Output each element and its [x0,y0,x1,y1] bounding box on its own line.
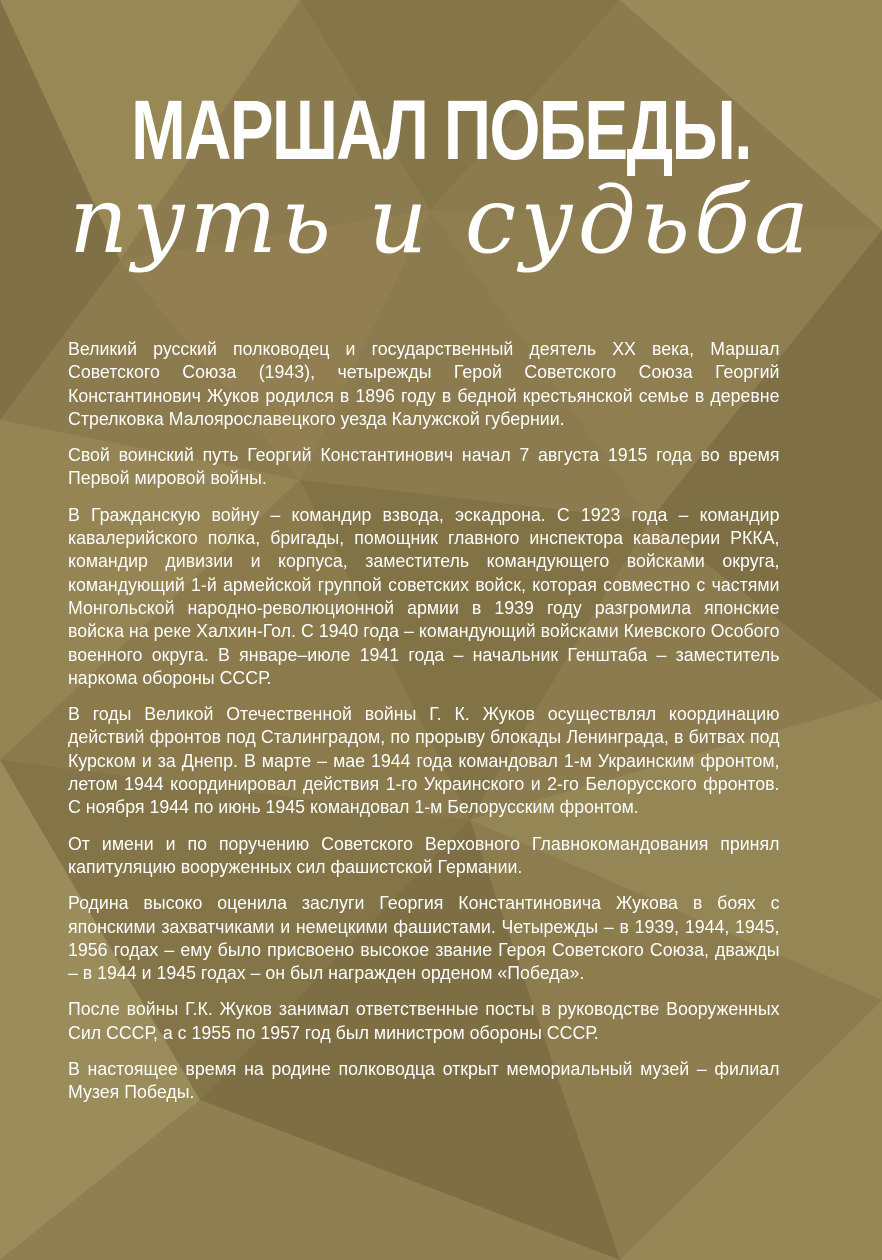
body-text [68,337,779,1117]
paragraph-post-war: После войны Г.К. Жуков занимал ответственные посты в руководстве Вооруженных Сил СССР, а с 1955 по 1957 год был министром обороны СССР. [68,998,780,1043]
paragraph-museum: В настоящее время на родине полководца открыт мемориальный музей – филиал Музея Победы. [68,1058,780,1103]
page-title: МАРШАЛ ПОБЕДЫ. [131,83,751,177]
paragraph-birth: Великий русский полководец и государственный деятель XX века, Маршал Советского Союза (1943), четырежды Герой Советского Союза Георгий Константинович Жуков родился в 1896 году в бедной крестьянской семье в деревне Стрелковка Малоярославецкого уезда Калужской губернии. [68,338,780,429]
paragraph-service-start: Свой воинский путь Георгий Константинович начал 7 августа 1915 года во время Первой мировой войны. [68,444,780,489]
paragraph-great-patriotic-war: В годы Великой Отечественной войны Г. К. Жуков осуществлял координацию действий фронтов под Сталинградом, по прорыву блокады Ленинграда, в битвах под Курском и за Днепр. В марте – мае 1944 года командовал 1-м Украинским фронтом, летом 1944 координировал действия 1-го Украинского и 2-го Белорусского фронтов. С ноября 1944 по июнь 1945 командовал 1-м Белорусским фронтом. [68,703,780,818]
paragraph-capitulation: От имени и по поручению Советского Верховного Главнокомандования принял капитуляцию вооруженных сил фашистской Германии. [68,832,780,877]
page-subtitle: путь и судьба [69,167,813,274]
paragraph-civil-war: В Гражданскую войну – командир взвода, эскадрона. С 1923 года – командир кавалерийского полка, бригады, помощник главного инспектора кавалерии РККА, командир дивизии и корпуса, заместитель командующего войсками округа, командующий 1-й армейской группой советских войск, которая совместно с частями Монгольской народно-революционной армии в 1939 году разгромила японские войска на реке Халхин-Гол. С 1940 года – командующий войсками Киевского Особого военного округа. В январе–июле 1941 года – начальник Генштаба – заместитель наркома обороны СССР. [68,503,780,688]
paragraph-awards: Родина высоко оценила заслуги Георгия Константиновича Жукова в боях с японскими захватчиками и немецкими фашистами. Четырежды – в 1939, 1944, 1945, 1956 годах – ему было присвоено высокое звание Героя Советского Союза, дважды – в 1944 и 1945 годах – он был награжден орденом «Победа». [68,892,780,984]
